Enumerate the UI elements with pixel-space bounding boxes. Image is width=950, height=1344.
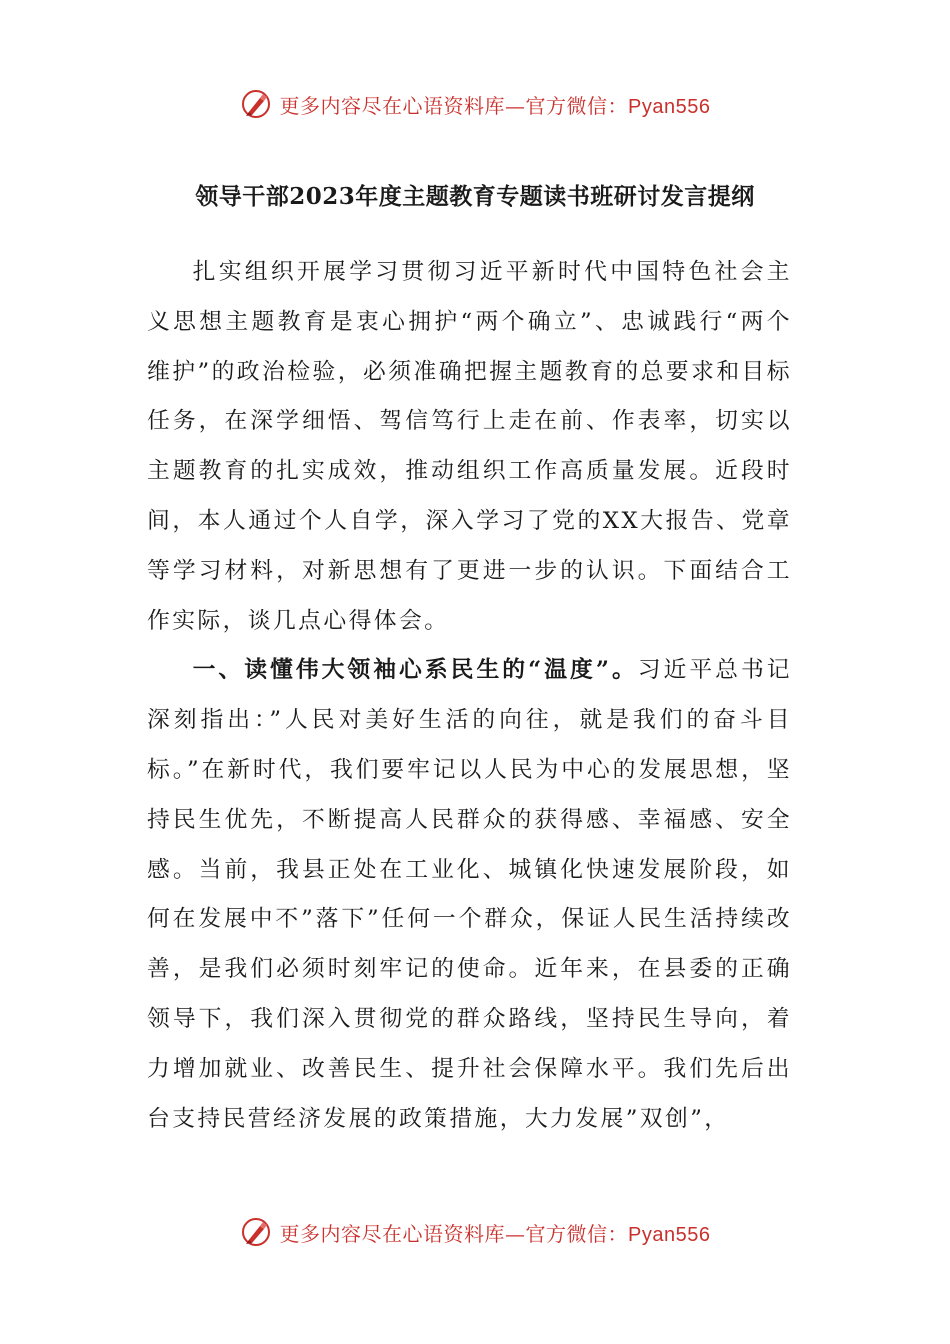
banner-wechat-id: Pyan556 [628, 95, 711, 118]
banner-text [280, 90, 711, 119]
banner-slogan: 更多内容尽在心语资料库—官方微信： [279, 1221, 629, 1246]
pen-nib-logo-icon [240, 88, 272, 120]
section-one-heading: 一、读懂伟大领袖心系民生的“温度”。 [192, 657, 638, 684]
document-title: 领导干部2023年度主题教育专题读书班研讨发言提纲 [195, 183, 755, 210]
document-body [147, 248, 792, 1144]
pen-nib-logo-icon [240, 1216, 272, 1248]
section-one-paragraph [147, 646, 792, 1144]
header-watermark-banner [0, 84, 950, 124]
banner-slogan: 更多内容尽在心语资料库—官方微信： [279, 93, 629, 118]
footer-watermark-banner [0, 1212, 950, 1252]
section-one-text: 习近平总书记深刻指出：”人民对美好生活的向往，就是我们的奋斗目标。”在新时代，我们要牢记以人民为中心的发展思想，坚持民生优先，不断提高人民群众的获得感、幸福感、安全感。当前，我县正处在工业化、城镇化快速发展阶段，如何在发展中不”落下”任何一个群众，保证人民生活持续改善，是我们必须时刻牢记的使命。近年来，在县委的正确领导下，我们深入贯彻党的群众路线，坚持民生导向，着力增加就业、改善民生、提升社会保障水平。我们先后出台支持民营经济发展的政策措施，大力发展”双创”， [147, 657, 792, 1132]
intro-paragraph: 扎实组织开展学习贯彻习近平新时代中国特色社会主义思想主题教育是衷心拥护“两个确立”、忠诚践行“两个维护”的政治检验，必须准确把握主题教育的总要求和目标任务，在深学细悟、驾信笃行上走在前、作表率，切实以主题教育的扎实成效，推动组织工作高质量发展。近段时间，本人通过个人自学，深入学习了党的XX大报告、党章等学习材料，对新思想有了更进一步的认识。下面结合工作实际，谈几点心得体会。 [147, 259, 792, 634]
banner-text [280, 1218, 711, 1247]
banner-wechat-id: Pyan556 [628, 1223, 711, 1246]
